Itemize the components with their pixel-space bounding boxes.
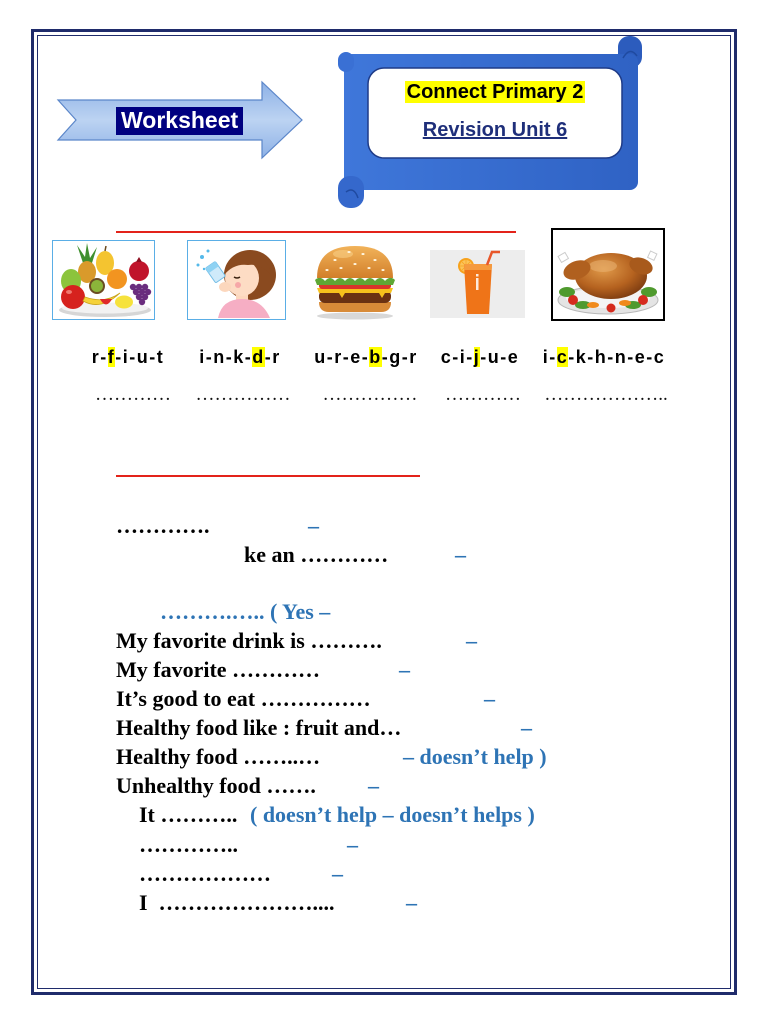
glass-reflection	[476, 278, 479, 290]
water-glass	[205, 261, 225, 283]
roast-chicken-picture	[551, 228, 665, 321]
sentence-line-5	[0, 657, 768, 683]
sentence-text: ………………	[139, 861, 271, 886]
sentence-text: ………….	[116, 513, 210, 538]
word-part: -i-u-t	[115, 347, 165, 367]
highlighted-letter: c	[556, 347, 569, 367]
roast-chicken-icon	[553, 230, 663, 319]
subtitle-text: Revision Unit 6	[422, 119, 568, 141]
red-apple	[61, 285, 85, 309]
scroll-curl-top-left	[338, 52, 354, 72]
sentence-line-2	[0, 542, 768, 568]
sentence-text: Unhealthy food …….	[116, 773, 316, 798]
shadow	[317, 313, 393, 320]
scrambled-word-4	[410, 346, 550, 368]
sentence-option: –	[521, 715, 532, 740]
sentence-text: Healthy food ……..…	[116, 744, 321, 769]
word-part: -u-e	[480, 347, 520, 367]
sentence-option: – doesn’t help )	[403, 744, 547, 769]
answer-blank-4: …………	[445, 384, 521, 405]
answer-blank-1: …………	[95, 384, 171, 405]
sentence-line-8	[0, 744, 768, 770]
sentence-text: ke an …………	[244, 542, 389, 567]
sentence-option: –	[308, 513, 319, 538]
juice-glass-picture	[430, 250, 525, 318]
cheek	[235, 282, 241, 288]
sentence-line-9	[0, 773, 768, 799]
top-bun	[317, 246, 393, 278]
lettuce	[315, 278, 395, 285]
answer-blank-2: ……………	[195, 384, 291, 405]
sentence-option: ( doesn’t help – doesn’t helps )	[250, 802, 535, 827]
red-divider-top	[116, 231, 516, 233]
sentence-line-11	[0, 832, 768, 858]
word-part: i-n-k-	[199, 347, 253, 367]
word-part: -r	[264, 347, 281, 367]
sentence-line-6	[0, 686, 768, 712]
word-part: i-	[542, 347, 557, 367]
answer-blank-5: ………………..	[544, 384, 668, 405]
worksheet-subtitle	[368, 117, 622, 143]
word-part: u-r-e-	[314, 347, 370, 367]
sentence-text: Healthy food like : fruit and…	[116, 715, 402, 740]
scroll-roll-bottom-left	[338, 176, 364, 208]
burger-icon	[305, 240, 405, 320]
girl-drinking-water-picture	[187, 240, 286, 320]
red-divider-middle	[116, 475, 420, 477]
highlighted-letter: j	[473, 347, 481, 367]
sentence-text: I …………………....	[139, 890, 335, 915]
worksheet-title	[368, 79, 622, 105]
sentence-text: My favorite drink is ……….	[116, 628, 382, 653]
worksheet-label: Worksheet	[116, 107, 243, 135]
sentence-line-12	[0, 861, 768, 887]
scrambled-word-5	[534, 346, 674, 368]
pomegranate	[129, 257, 149, 281]
word-part: -k-h-n-e-c	[568, 347, 666, 367]
fruit-bowl-picture	[52, 240, 155, 320]
word-part: c-i-	[440, 347, 474, 367]
sentence-line-1	[0, 513, 768, 539]
sentence-line-4	[0, 628, 768, 654]
sentence-option: –	[466, 628, 477, 653]
sentence-text: My favorite …………	[116, 657, 321, 682]
hand	[219, 282, 231, 292]
pink-shirt	[218, 299, 270, 318]
highlighted-letter: b	[369, 347, 382, 367]
sentence-option: –	[368, 773, 379, 798]
title-highlight: Connect Primary 2	[406, 81, 584, 103]
girl-drinking-icon	[188, 241, 284, 318]
bottom-bun	[319, 302, 391, 312]
yellow-pear	[96, 246, 114, 275]
orange	[107, 269, 127, 289]
lemon	[115, 296, 133, 309]
sentence-option: –	[332, 861, 343, 886]
sentence-option: –	[399, 657, 410, 682]
burger-picture	[305, 240, 405, 320]
sentence-line-7	[0, 715, 768, 741]
sentence-option: –	[484, 686, 495, 711]
sentence-option: ……….….. ( Yes –	[160, 599, 331, 624]
sentence-text: …………..	[139, 832, 238, 857]
juice-icon	[430, 250, 525, 318]
sentence-option: –	[455, 542, 466, 567]
sentence-line-13	[0, 890, 768, 916]
word-part: -g-r	[381, 347, 418, 367]
word-part: r-	[91, 347, 108, 367]
fruit-bowl-icon	[53, 241, 153, 318]
sentence-option: –	[347, 832, 358, 857]
grapes	[130, 284, 151, 305]
sentence-text: It ………..	[139, 802, 238, 827]
sentence-option: –	[406, 890, 417, 915]
highlighted-letter: f	[107, 347, 116, 367]
sentence-line-10	[0, 802, 768, 828]
highlighted-letter: d	[252, 347, 265, 367]
sentence-text: It’s good to eat ……………	[116, 686, 371, 711]
sentence-line-3	[0, 599, 768, 625]
scrambled-word-2	[170, 346, 310, 368]
answer-blank-3: ……………	[322, 384, 418, 405]
kiwi	[90, 279, 104, 293]
